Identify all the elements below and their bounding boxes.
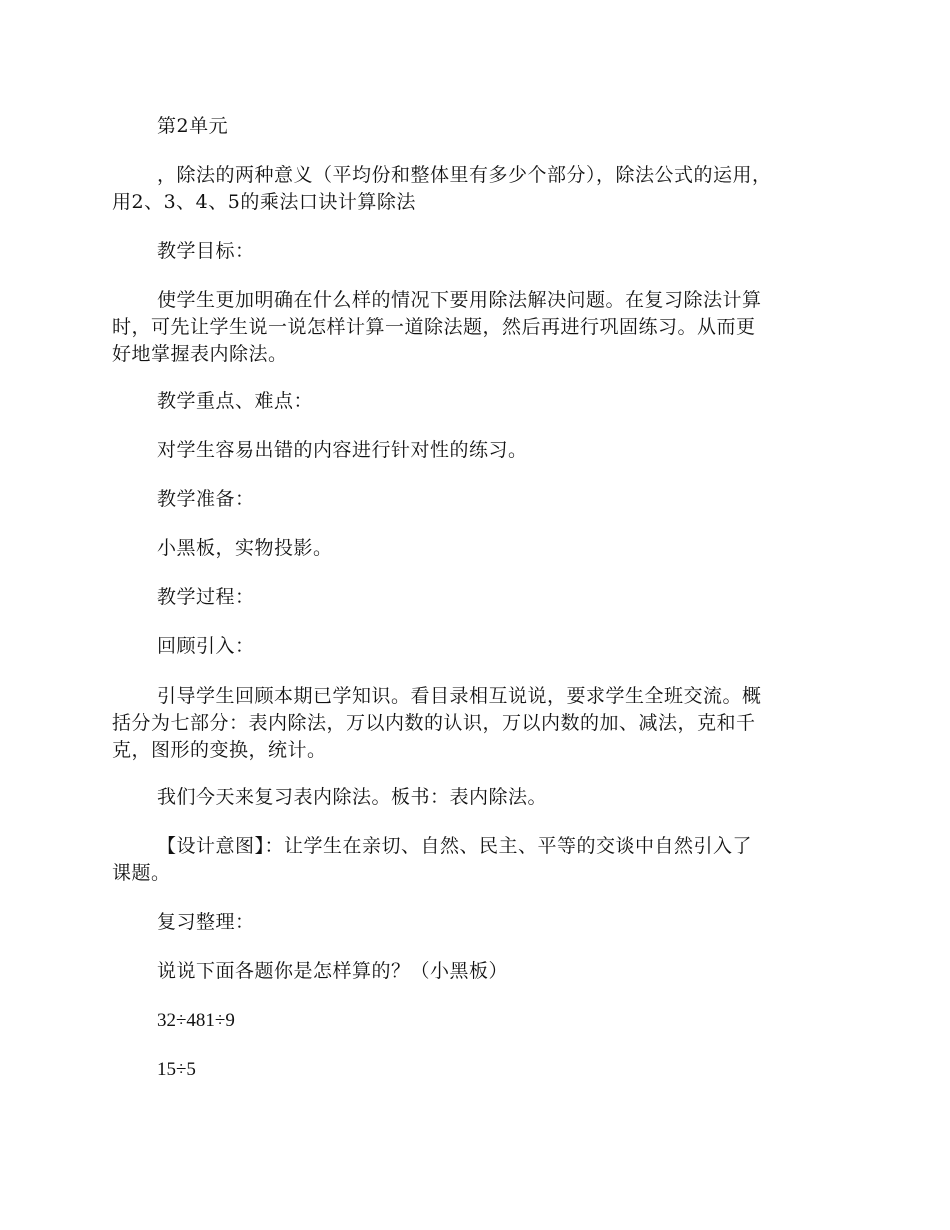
teaching-goal-line-3: 好地掌握表内除法。 <box>112 343 288 365</box>
summary-line-2: 用2、3、4、5的乘法口诀计算除法 <box>112 191 416 213</box>
process-heading: 教学过程： <box>157 586 255 608</box>
teaching-goal-heading: 教学目标： <box>157 240 255 262</box>
review-intro-line-1: 引导学生回顾本期已学知识。看目录相互说说，要求学生全班交流。概 <box>157 685 762 707</box>
key-points-heading: 教学重点、难点： <box>157 390 314 412</box>
design-intent-line-1: 【设计意图】：让学生在亲切、自然、民主、平等的交谈中自然引入了 <box>157 835 753 857</box>
review-intro-line-2: 括分为七部分：表内除法，万以内数的认识，万以内数的加、减法，克和千 <box>112 712 756 734</box>
teaching-goal-line-1: 使学生更加明确在什么样的情况下要用除法解决问题。在复习除法计算 <box>157 289 762 311</box>
expression-2: 15÷5 <box>157 1059 196 1080</box>
teaching-goal-line-2: 时，可先让学生说一说怎样计算一道除法题，然后再进行巩固练习。从而更 <box>112 316 756 338</box>
design-intent-line-2: 课题。 <box>112 862 171 884</box>
review-intro-line-3: 克，图形的变换，统计。 <box>112 739 327 761</box>
review-heading: 复习整理： <box>157 911 255 933</box>
preparation-text: 小黑板，实物投影。 <box>157 537 333 559</box>
today-topic: 我们今天来复习表内除法。板书：表内除法。 <box>157 786 548 808</box>
key-points-text: 对学生容易出错的内容进行针对性的练习。 <box>157 439 528 461</box>
preparation-heading: 教学准备： <box>157 488 255 510</box>
review-intro-heading: 回顾引入： <box>157 635 255 657</box>
summary-line-1: ，除法的两种意义（平均份和整体里有多少个部分），除法公式的运用， <box>157 164 772 186</box>
expression-1: 32÷481÷9 <box>157 1010 235 1031</box>
unit-title: 第2单元 <box>157 115 229 137</box>
question-text: 说说下面各题你是怎样算的？（小黑板） <box>157 960 509 982</box>
